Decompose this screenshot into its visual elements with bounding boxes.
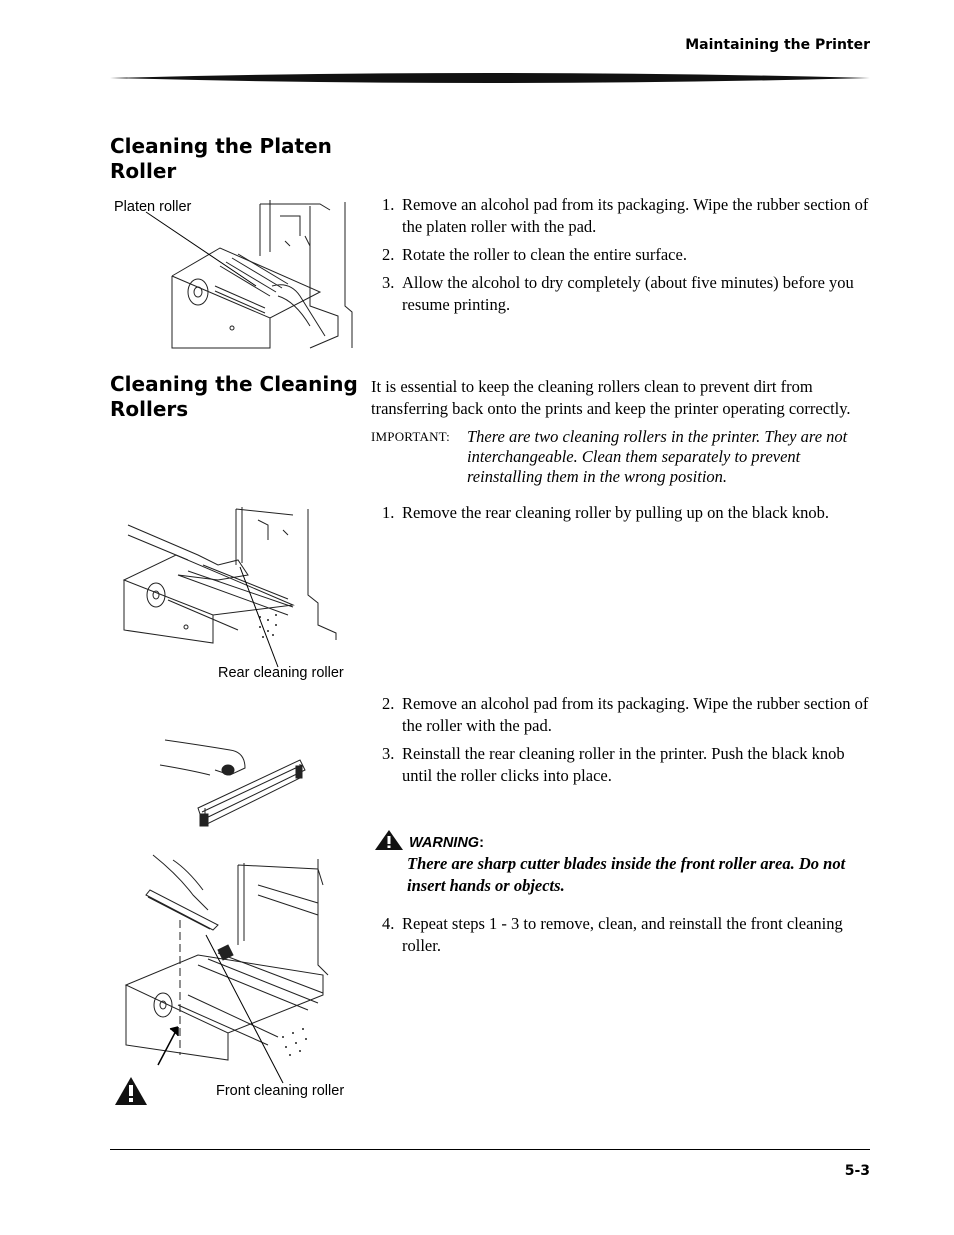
roller-removed-illustration xyxy=(160,730,310,835)
heading-line: Cleaning the Cleaning xyxy=(110,372,358,396)
list-item: 1. Remove the rear cleaning roller by pulling up on the black knob. xyxy=(382,503,830,522)
warning-heading xyxy=(409,834,484,852)
heading-line: Rollers xyxy=(110,397,189,421)
running-header: Maintaining the Printer xyxy=(685,37,870,53)
list-item: 2. Rotate the roller to clean the entire surface. xyxy=(382,245,687,264)
warning-label: WARNING xyxy=(409,835,480,851)
caution-icon xyxy=(114,1076,148,1106)
list-item: 3. Allow the alcohol to dry completely (about five minutes) before you resume printing. xyxy=(382,273,854,314)
heading-line: Roller xyxy=(110,159,177,183)
rear-cleaning-roller-illustration xyxy=(118,505,348,655)
platen-roller-illustration xyxy=(160,196,360,356)
important-note: There are two cleaning rollers in the printer. They are not interchangeable. Clean them separately to prevent reinstalling them in the wrong position. xyxy=(467,427,848,486)
list-item: 3. Reinstall the rear cleaning roller in the printer. Push the black knob until the roller clicks into place. xyxy=(382,744,845,785)
figure-label-front-cleaning-roller: Front cleaning roller xyxy=(216,1083,345,1099)
important-label: IMPORTANT: xyxy=(371,429,450,444)
warning-text: There are sharp cutter blades inside the front roller area. Do not insert hands or objects. xyxy=(407,854,846,895)
list-item: 1. Remove an alcohol pad from its packaging. Wipe the rubber section of the platen roller with the pad. xyxy=(382,195,869,236)
list-item: 2. Remove an alcohol pad from its packaging. Wipe the rubber section of the roller with the pad. xyxy=(382,694,869,735)
header-rule xyxy=(110,70,870,86)
page-number: 5-3 xyxy=(844,1163,870,1179)
front-cleaning-roller-illustration xyxy=(118,855,338,1070)
footer-rule xyxy=(110,1149,870,1150)
figure-label-rear-cleaning-roller: Rear cleaning roller xyxy=(218,665,344,681)
list-item: 4. Repeat steps 1 - 3 to remove, clean, and reinstall the front cleaning roller. xyxy=(382,914,843,955)
warning-colon: : xyxy=(479,835,484,851)
heading-line: Cleaning the Platen xyxy=(110,134,332,158)
intro-paragraph: It is essential to keep the cleaning rollers clean to prevent dirt from transferring back onto the prints and keep the printer operating correctly. xyxy=(371,377,851,418)
figure-label-platen-roller: Platen roller xyxy=(114,199,192,215)
section-heading-cleaning-rollers xyxy=(110,372,370,422)
section-heading-platen xyxy=(110,134,360,184)
warning-icon xyxy=(374,829,404,851)
